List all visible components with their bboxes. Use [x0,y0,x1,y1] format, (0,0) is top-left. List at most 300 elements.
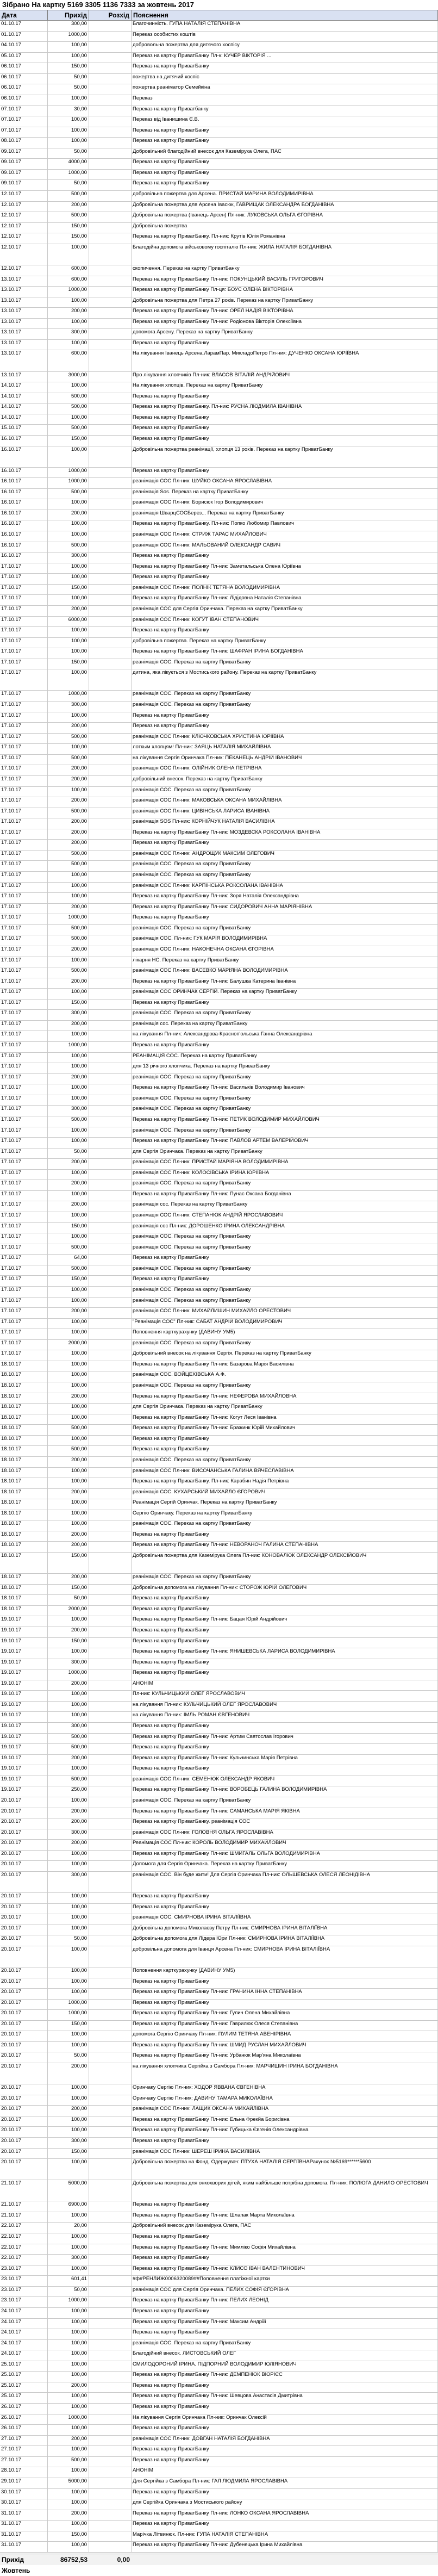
table-row [0,1457,438,1468]
table-row [0,1904,438,1915]
row-income: 50,00 [48,2287,89,2297]
row-note: реанімація СОС. Переказ на картку ПриватБанку [132,1106,438,1116]
row-date: 25.10.17 [0,2361,48,2372]
row-expense [89,2350,132,2361]
row-expense [89,691,132,701]
table-row [0,393,438,404]
row-expense [89,297,132,308]
table-row [0,2414,438,2425]
row-date: 22.10.17 [0,2223,48,2233]
row-date: 21.10.17 [0,2180,48,2201]
row-expense [89,1393,132,1404]
table-row [0,978,438,989]
row-note: реанімація СОС. ВОЙЦЕХІВСЬКА А.Ф. [132,1371,438,1382]
row-note: реанімація СОС. Переказ на картку ПриватБанку [132,872,438,882]
row-date: 19.10.17 [0,1786,48,1797]
table-row [0,489,438,500]
table-row [0,1978,438,1989]
table-row [0,2000,438,2010]
row-note: Переказ на картку ПриватБанку [132,2000,438,2010]
row-note: Переказ на картку ПриватБанку [132,1659,438,1669]
table-row [0,1116,438,1127]
table-row [0,116,438,127]
row-expense [89,1595,132,1605]
row-expense [89,606,132,616]
row-date: 20.10.17 [0,2052,48,2063]
row-income: 1000,00 [48,914,89,924]
row-income: 100,00 [48,2233,89,2244]
row-date: 17.10.17 [0,1127,48,1138]
row-date: 17.10.17 [0,935,48,946]
row-expense [89,1978,132,1989]
row-income: 300,00 [48,553,89,563]
row-income: 100,00 [48,1170,89,1180]
row-note: Переказ на картку ПриватБанку [132,2329,438,2339]
row-expense [89,669,132,690]
row-income: 500,00 [48,755,89,765]
row-date: 13.10.17 [0,340,48,350]
row-date: 21.10.17 [0,2212,48,2223]
table-row [0,436,438,446]
row-date: 17.10.17 [0,1223,48,1233]
row-date: 17.10.17 [0,734,48,744]
table-row [0,1340,438,1351]
row-expense [89,148,132,159]
header-expense: Розхід [89,10,132,20]
table-row [0,2542,438,2553]
row-expense [89,2340,132,2350]
table-row [0,1520,438,1531]
row-note: "Реанімація СОС" Пл-ник: САБАТ АНДРІЙ ВОЛОДИМИРОВИЧ [132,1319,438,1329]
row-income: 50,00 [48,74,89,84]
row-income: 100,00 [48,319,89,329]
row-expense [89,914,132,924]
row-note: Оринчаку Сергію Пл-ник: ХОДОР ЯВВАНА ЄВГЕНІВНА [132,2084,438,2095]
totals-expense: 0,00 [117,2556,130,2563]
row-date: 20.10.17 [0,1851,48,1861]
row-expense [89,2446,132,2456]
table-row [0,2436,438,2447]
row-note: Переказ на картку ПриватБанку Пл-ник: ОРЕЛ НАДІЯ ВІКТОРІВНА [132,308,438,318]
row-note: реанімація СОС. Переказ на картку ПриватБанку [132,1074,438,1084]
row-income: 250,00 [48,1786,89,1797]
row-note: реанімація СОС Пл-ник: ШЕРЕШ ІРИНА ВАСИЛІВНА [132,2149,438,2159]
table-row [0,2042,438,2053]
row-income: 100,00 [48,2393,89,2403]
row-income: 100,00 [48,1053,89,1063]
row-expense [89,350,132,371]
row-income: 300,00 [48,1829,89,1840]
row-note: реанімація СОС. Переказ на картку ПриватБанку [132,1244,438,1255]
table-row [0,1010,438,1021]
row-note: Переказ на картку ПриватБанку. Пл-ник: Карабин Надія Петрівна [132,1478,438,1488]
row-note: Переказ на картку ПриватБанку Пл-ник: Дубенецька Ірина Михайлівна [132,2542,438,2552]
row-expense [89,1478,132,1488]
row-note: реанімація СОС Пл-ник: КОГУТ ІВАН СТЕПАНОВИЧ [132,617,438,627]
row-income: 50,00 [48,2052,89,2063]
row-income: 200,00 [48,1680,89,1691]
row-expense [89,499,132,510]
table-row [0,170,438,181]
row-expense [89,1585,132,1595]
row-date: 17.10.17 [0,1298,48,1308]
row-expense [89,2201,132,2212]
row-date: 17.10.17 [0,957,48,967]
row-date: 01.10.17 [0,32,48,42]
table-row [0,1159,438,1170]
row-date: 17.10.17 [0,1265,48,1276]
table-row [0,1191,438,1202]
row-expense [89,1223,132,1233]
row-expense [89,542,132,553]
row-date: 16.10.17 [0,542,48,553]
row-income: 64,00 [48,1255,89,1265]
row-note: реанімація сос. Переказ на картку ПриватБанку [132,1021,438,1031]
row-expense [89,1212,132,1222]
row-expense [89,883,132,893]
row-income: 200,00 [48,202,89,212]
row-income: 100,00 [48,2095,89,2106]
table-row [0,2021,438,2032]
row-expense [89,21,132,31]
row-income: 200,00 [48,2063,89,2084]
table-row [0,499,438,510]
row-expense [89,1159,132,1169]
row-income: 100,00 [48,1233,89,1244]
row-note: реанімація СОС Пл-ник: МАЛЬОВАНИЙ ОЛЕКСАНДР САВИЧ [132,542,438,553]
row-expense [89,712,132,723]
row-note: Переказ на картку ПриватБанку [132,1000,438,1010]
row-expense [89,42,132,52]
table-row [0,946,438,957]
row-expense [89,138,132,148]
row-date: 17.10.17 [0,808,48,818]
row-income: 100,00 [48,1212,89,1222]
row-date: 27.10.17 [0,2436,48,2446]
row-income: 1000,00 [48,2297,89,2307]
table-row [0,2052,438,2063]
row-date: 24.10.17 [0,2340,48,2350]
row-note: реанімація СОС. Переказ на картку ПриватБанку [132,925,438,935]
row-note: Переказ на картку ПриватБанку Пл-ник: ДЕМПЕНЮК ВЮРІЄС [132,2372,438,2382]
row-date: 17.10.17 [0,723,48,733]
table-row [0,1585,438,1596]
row-note: Переказ на картку ПриватБанку [132,436,438,446]
row-note: реанімація сос. Переказ на картку ПриватБанку [132,1201,438,1212]
table-row [0,1542,438,1553]
row-expense [89,2010,132,2020]
row-income: 2000,00 [48,1606,89,1616]
row-note: реанімація СОС Пл-ник: СТЕПАНЮК АНДРІЙ ЯРОСЛАВОВИЧ [132,1212,438,1222]
row-income: 200,00 [48,2510,89,2521]
row-income: 200,00 [48,1393,89,1404]
row-expense [89,627,132,637]
row-date: 14.10.17 [0,393,48,404]
row-date: 18.10.17 [0,1531,48,1542]
row-income: 200,00 [48,2436,89,2446]
table-row [0,1808,438,1819]
row-note: Переказ на картку ПриватБанку [132,2457,438,2467]
row-note: Поповнення карткурахунку (ДАВИНУ УМ5) [132,1329,438,1339]
row-date: 29.10.17 [0,2478,48,2488]
row-date: 18.10.17 [0,1585,48,1595]
header-date: Дата [0,10,48,20]
row-note: Про лікування хлопчиків Пл-ник: ВЛАСОВ ВІТАЛІЙ АНДРІЙОВИЧ [132,372,438,382]
row-income: 100,00 [48,648,89,659]
row-date: 31.10.17 [0,2521,48,2531]
row-note: Переказ на картку ПриватБанку Пл-ник: ШАФРАН ІРИНА БОГДАНІВНА [132,648,438,659]
row-note: Переказ на картку ПриватБанку Пл-ник: ПОКУНЦЬКИЙ ВАСИЛЬ ГРИГОРОВИЧ [132,276,438,287]
row-expense [89,202,132,212]
row-date: 30.10.17 [0,2499,48,2510]
row-date: 24.10.17 [0,2319,48,2329]
row-date: 19.10.17 [0,1627,48,1637]
row-income: 100,00 [48,1382,89,1393]
row-income: 150,00 [48,1223,89,1233]
row-expense [89,1531,132,1542]
row-date: 17.10.17 [0,893,48,903]
row-date: 19.10.17 [0,1638,48,1648]
row-income: 500,00 [48,542,89,553]
row-note: Переказ на картку ПриватБанку [132,627,438,637]
row-income: 300,00 [48,2255,89,2265]
row-note: Переказ на картку ПриватБанку Пл-ник: МОЗДЕВСКА РОКСОЛАНА ІВАНІВНА [132,829,438,840]
table-row [0,1478,438,1489]
row-expense [89,63,132,73]
row-date: 31.10.17 [0,2542,48,2552]
row-date: 13.10.17 [0,287,48,297]
row-expense [89,1744,132,1754]
table-row [0,659,438,670]
row-expense [89,1063,132,1073]
row-income: 5000,00 [48,2478,89,2488]
row-income: 150,00 [48,2531,89,2542]
table-row [0,1053,438,1064]
table-header [0,10,438,21]
row-income: 500,00 [48,861,89,871]
row-income: 1000,00 [48,2414,89,2425]
row-expense [89,1904,132,1914]
table-row [0,478,438,489]
row-income: 100,00 [48,744,89,754]
table-row [0,1489,438,1500]
row-income: 100,00 [48,2467,89,2478]
row-income: 4000,00 [48,159,89,169]
row-date: 18.10.17 [0,1393,48,1404]
row-date: 26.10.17 [0,2414,48,2425]
row-expense [89,510,132,520]
table-row [0,446,438,468]
row-expense [89,1074,132,1084]
row-note: реанімація SOS Пл-ник: КОРНІЙЧУК НАТАЛІЯ ВАСИЛІВНА [132,818,438,829]
row-expense [89,1265,132,1276]
row-expense [89,1127,132,1138]
table-row [0,74,438,85]
row-expense [89,2329,132,2339]
row-income: 150,00 [48,2021,89,2031]
row-note: добровільний внесок. Переказ на картку ПриватБанку [132,776,438,786]
row-expense [89,436,132,446]
table-row [0,861,438,872]
row-expense [89,1180,132,1190]
table-row [0,2350,438,2361]
row-expense [89,1457,132,1467]
row-date: 17.10.17 [0,1138,48,1148]
table-row [0,2457,438,2468]
row-income: 1000,00 [48,287,89,297]
row-income: 150,00 [48,1000,89,1010]
row-note: скопичення. Переказ на картку ПриватБанку [132,265,438,276]
row-income: 500,00 [48,1734,89,1744]
row-expense [89,1319,132,1329]
row-income: 1000,00 [48,1042,89,1052]
table-row [0,691,438,702]
row-expense [89,989,132,999]
row-date: 17.10.17 [0,627,48,637]
row-expense [89,1446,132,1456]
table-row [0,180,438,191]
row-income: 600,00 [48,276,89,287]
row-date: 20.10.17 [0,1840,48,1850]
row-note: Добровільна допомога на лікування Пл-ник: СТОРОЖ ЮРІЙ ОЛЕГОВИЧ [132,1585,438,1595]
row-income: 100,00 [48,520,89,531]
row-expense [89,2052,132,2063]
row-income: 100,00 [48,2308,89,2318]
row-note: Добровільна допомога Миколаєву Петру Пл-ник: СМИРНОВА ІРИНА ВІТАЛІЇВНА [132,1925,438,1935]
row-date: 19.10.17 [0,1659,48,1669]
row-expense [89,478,132,488]
table-row [0,1765,438,1776]
table-row [0,520,438,531]
row-date: 17.10.17 [0,967,48,978]
row-expense [89,2223,132,2233]
row-note: Переказ на картку ПриватБанку Пл-ник: Максим Андрій [132,2319,438,2329]
row-note: Переказ на картку ПриватБанку [132,1978,438,1989]
row-date: 17.10.17 [0,1106,48,1116]
table-row [0,2308,438,2319]
row-expense [89,1201,132,1212]
row-date: 17.10.17 [0,1074,48,1084]
row-expense [89,861,132,871]
row-expense [89,2521,132,2531]
row-income: 100,00 [48,1298,89,1308]
row-expense [89,1000,132,1010]
row-date: 17.10.17 [0,1116,48,1127]
row-note: реанімація СОС Пл-ник: ОЛІЙНИК ОЛЕНА ПЕТРІВНА [132,765,438,775]
row-date: 19.10.17 [0,1765,48,1776]
row-expense [89,648,132,659]
row-note: реанімація СОС. Переказ на картку ПриватБанку [132,1233,438,1244]
table-row [0,1106,438,1116]
row-date: 17.10.17 [0,1276,48,1286]
row-expense [89,468,132,478]
row-expense [89,1648,132,1659]
row-note: реанімація СОС. Пл-ник: ГУК МАРІЯ ВОЛОДИМИРІВНА [132,935,438,946]
row-date: 18.10.17 [0,1574,48,1584]
row-note: Переказ на картку ПриватБанку [132,2489,438,2499]
row-date: 16.10.17 [0,436,48,446]
row-income: 100,00 [48,1989,89,1999]
row-date: 12.10.17 [0,202,48,212]
table-row [0,2319,438,2330]
row-note: реанімація СОС Пл-ник: АНДРОЩУК МАКСИМ ОЛЕГОВИЧ [132,851,438,861]
row-note: Переказ на картку ПриватБанку Пл-ник: КЛИСО ІВАН ВАЛЕНТИНОВИЧ [132,2265,438,2276]
row-expense [89,382,132,393]
row-date: 09.10.17 [0,148,48,159]
table-row [0,574,438,585]
row-note: реанімація Sos. Переказ на картку ПриватБанку [132,489,438,499]
row-note: реанімація СОС Пл-ник: ВИСОЧАНСЬКА ГАЛИНА ВЯЧЕСЛАВІВНА [132,1468,438,1478]
row-expense [89,1755,132,1765]
row-date: 20.10.17 [0,1893,48,1903]
table-row [0,1914,438,1925]
row-expense [89,1702,132,1712]
row-income: 200,00 [48,818,89,829]
row-date: 07.10.17 [0,116,48,127]
table-row [0,1776,438,1787]
row-expense [89,531,132,542]
row-income: 100,00 [48,1851,89,1861]
row-income: 100,00 [48,2159,89,2180]
row-note: Переказ на картку ПриватБанку [132,712,438,723]
row-date: 25.10.17 [0,2393,48,2403]
table-row [0,1063,438,1074]
row-note: реанімація СОС. Переказ на картку ПриватБанку [132,691,438,701]
table-row [0,563,438,574]
row-expense [89,1287,132,1297]
row-income: 6900,00 [48,2201,89,2212]
row-income: 100,00 [48,1520,89,1531]
table-row [0,1223,438,1234]
row-income: 150,00 [48,2149,89,2159]
row-income: 100,00 [48,116,89,127]
row-income: 100,00 [48,2521,89,2531]
table-row [0,1042,438,1053]
row-note: Переказ на картку ПриватБанку [132,2425,438,2435]
row-note: реанімація СОС ОРИНЧАК СЕРГІЙ. Переказ на картку ПриватБанку [132,989,438,999]
row-expense [89,32,132,42]
row-note: Переказ на картку Приватбанку [132,106,438,116]
table-row [0,2180,438,2201]
table-row [0,1574,438,1585]
table-row [0,404,438,414]
row-date: 06.10.17 [0,63,48,73]
row-note: АНОНІМ [132,2467,438,2478]
row-note: Благочинність. ГУПА НАТАЛІЯ СТЕПАНІВНА [132,21,438,31]
row-note: реанімація СОС. Переказ на картку ПриватБанку [132,1340,438,1350]
row-date: 04.10.17 [0,42,48,52]
table-row [0,1702,438,1712]
row-date: 17.10.17 [0,1031,48,1041]
table-row [0,2127,438,2138]
row-note: на лікування хлопчика Сергійка з Самбора Пл-ник: МАРЧИШИН ІРИНА БОГДАНІВНА [132,2063,438,2084]
row-date: 12.10.17 [0,233,48,244]
table-row [0,669,438,691]
row-expense [89,2457,132,2467]
table-row [0,340,438,351]
row-note: Добровільний внесок на лікування Сергія. Переказ на картку ПриватБанку [132,1350,438,1361]
table-row [0,106,438,117]
row-date: 17.10.17 [0,1340,48,1350]
row-expense [89,893,132,903]
table-row [0,425,438,436]
row-date: 17.10.17 [0,872,48,882]
row-note: Переказ на картку ПриватБанку Пл-ник: Когут Леся Іванівна [132,1414,438,1425]
table-row [0,1553,438,1574]
row-date: 17.10.17 [0,669,48,690]
row-expense [89,808,132,818]
row-expense [89,1233,132,1244]
